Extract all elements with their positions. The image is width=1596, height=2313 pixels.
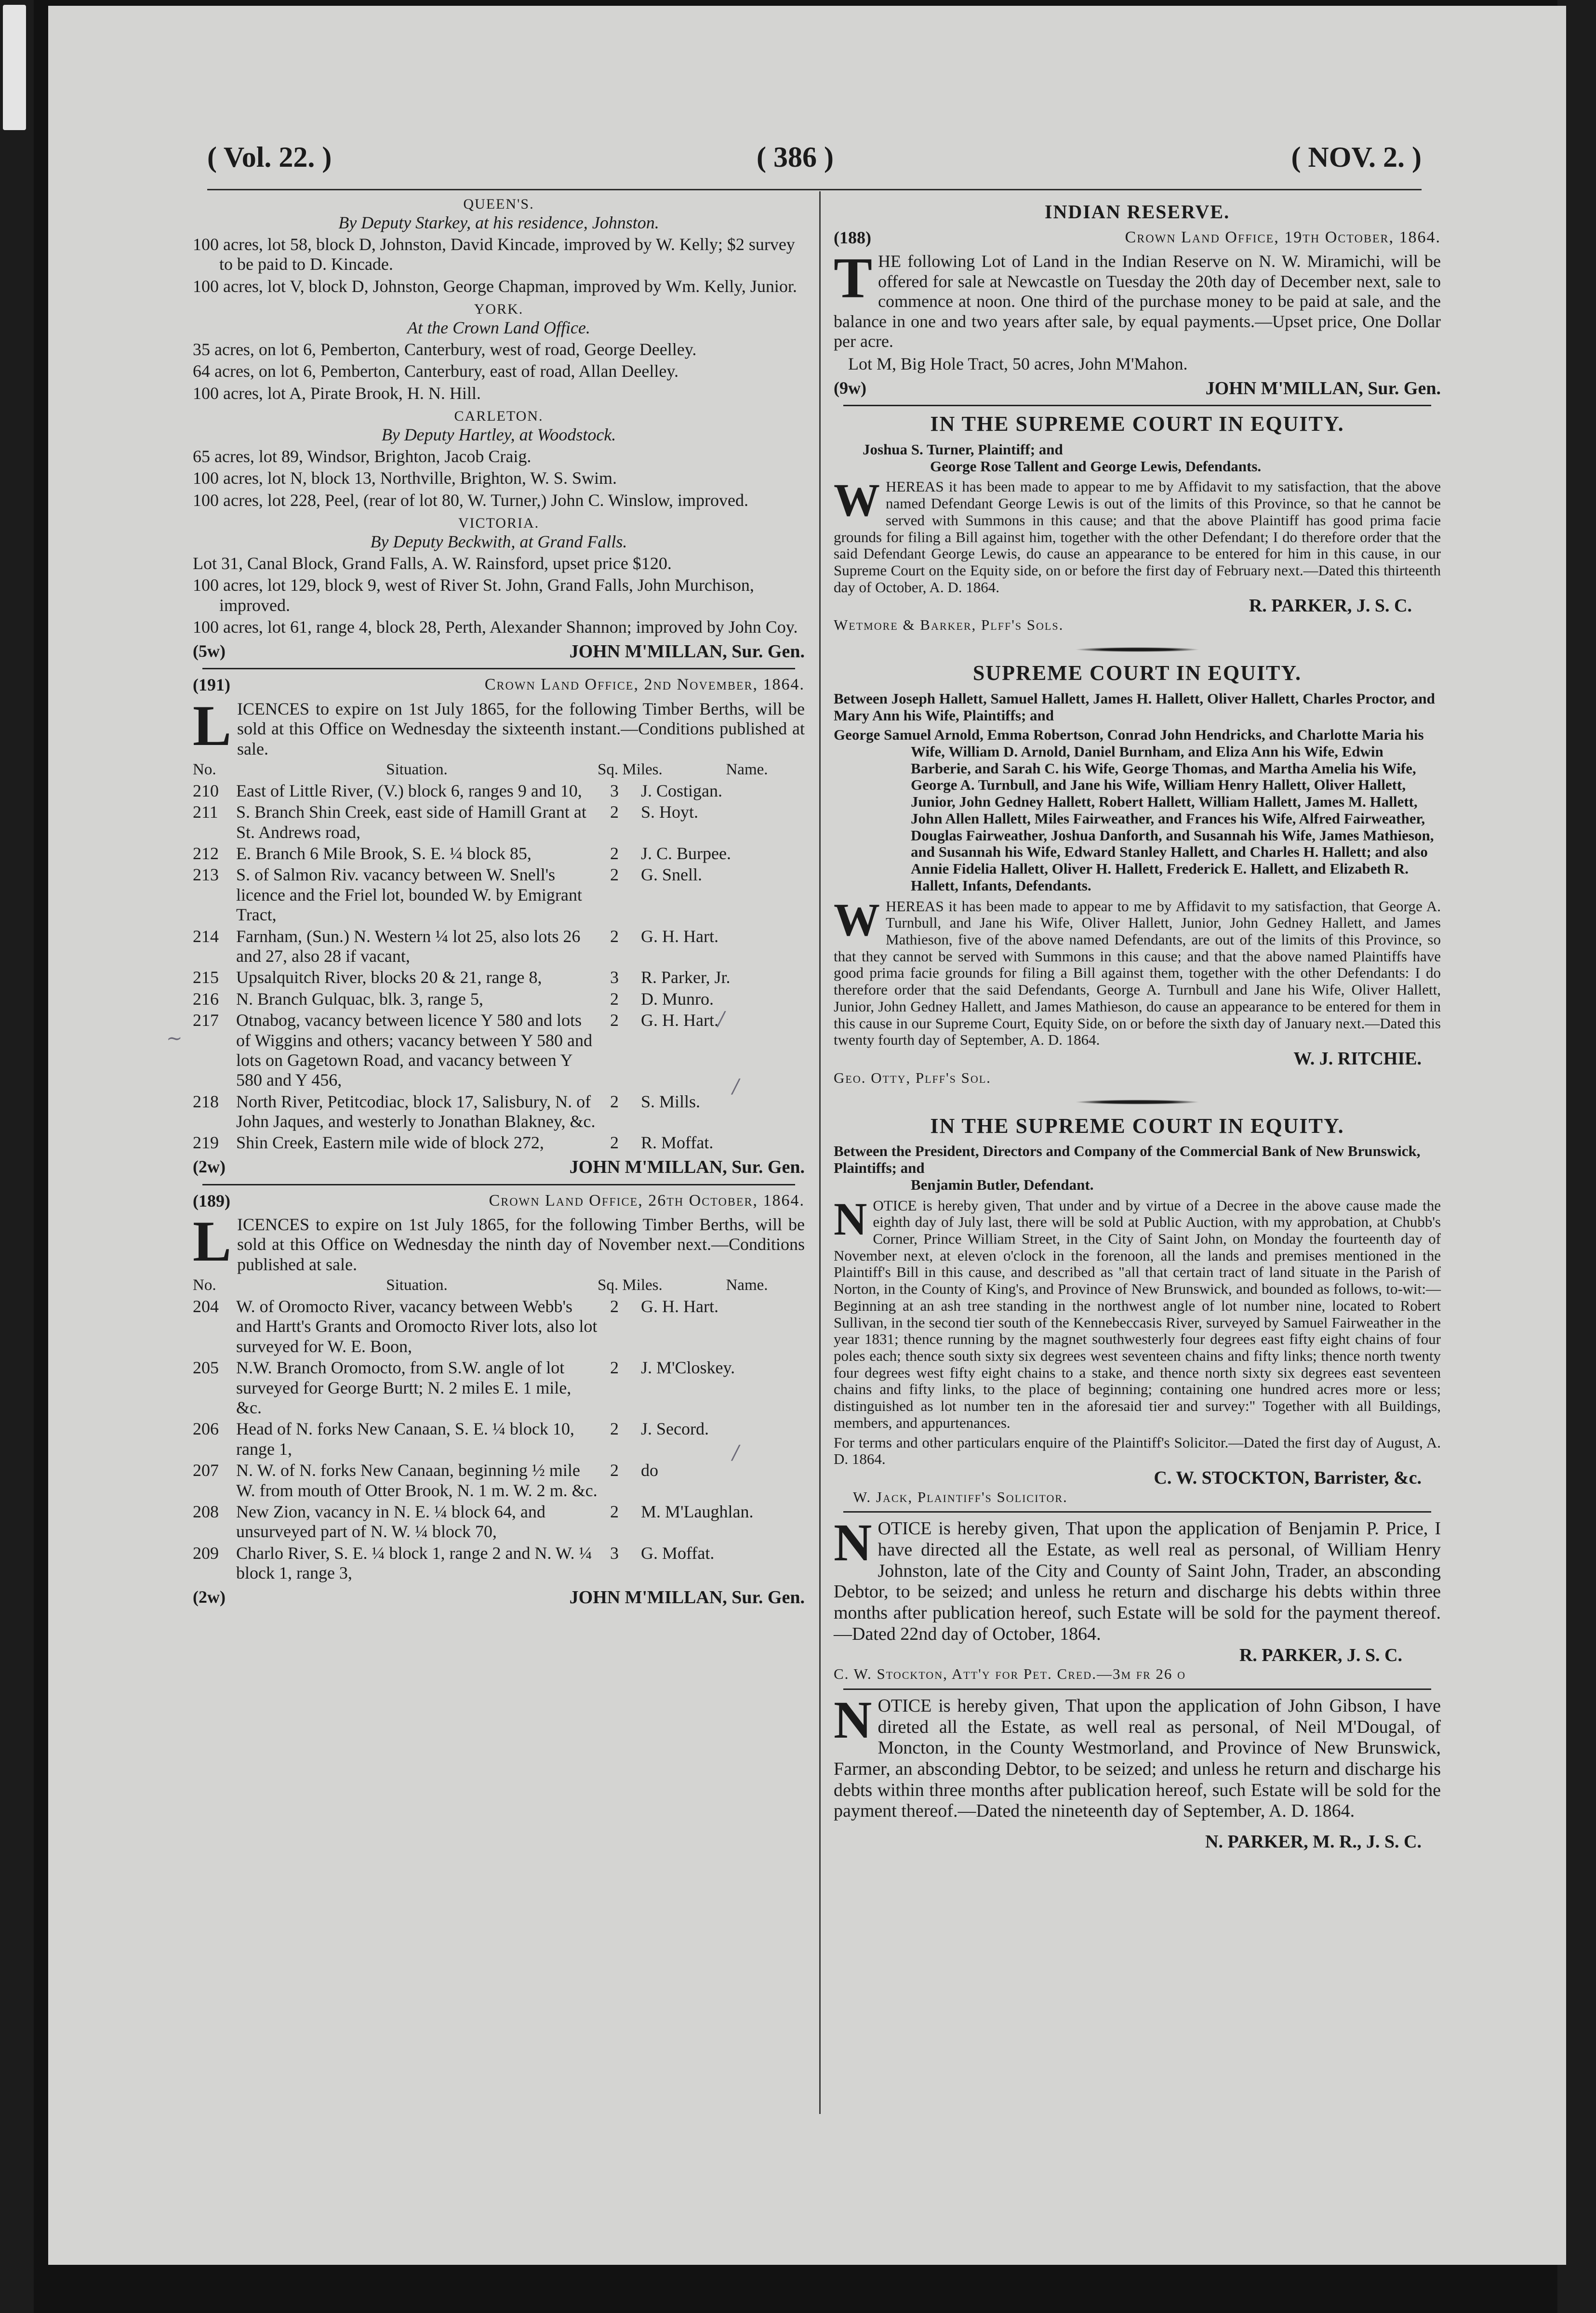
- volume-label: ( Vol. 22. ): [207, 141, 332, 173]
- notice-body: [193, 693, 805, 759]
- signature: JOHN M'MILLAN, Sur. Gen.: [569, 1156, 805, 1177]
- drop-cap: L: [193, 693, 232, 758]
- insertion-code: (2w): [193, 1156, 226, 1176]
- row-sq-miles: 2: [610, 1297, 619, 1316]
- table-row: [193, 1419, 805, 1459]
- deputy-line: By Deputy Beckwith, at Grand Falls.: [370, 532, 627, 551]
- row-situation: New Zion, vacancy in N. E. ¼ block 64, and unsurveyed part of N. W. ¼ block 70,: [236, 1502, 545, 1542]
- drop-cap: N: [834, 1690, 872, 1749]
- drop-cap: W: [834, 474, 880, 526]
- parties: Joshua S. Turner, Plaintiff; and: [863, 441, 1063, 458]
- signature-row: [834, 378, 1441, 399]
- table-row: [193, 781, 805, 801]
- county-heading: YORK.: [474, 301, 524, 318]
- row-number: 207: [193, 1461, 219, 1480]
- header-rule: [207, 189, 1422, 190]
- lot-line: Lot M, Big Hole Tract, 50 acres, John M'Mahon.: [848, 354, 1188, 374]
- terms: For terms and other particulars enquire of the Plaintiff's Solicitor.—Dated the first day of August, A. D. 1864.: [834, 1434, 1441, 1468]
- drop-cap: N: [834, 1513, 872, 1572]
- land-entry: 100 acres, lot V, block D, Johnston, George Chapman, improved by Wm. Kelly, Junior.: [193, 276, 797, 296]
- parties: George Rose Tallent and George Lewis, Defendants.: [930, 457, 1262, 475]
- right-column: [834, 196, 1441, 1853]
- col-no: No.: [193, 760, 216, 778]
- row-name: G. Moffat.: [641, 1543, 715, 1563]
- notice-text: HEREAS it has been made to appear to me by Affidavit to my satisfaction, that George A. Turnbull, and Jane his Wife, Oliver Hallett, Junior, John Gedney Hallett, and James Mathieson, five of the above named Defendants, are out of the limits of this Province, so that they cannot be served with Summons in this cause; and that the above named Plaintiffs have good prima facie grounds for filing a Bill against them, together with the other Defendants: I do therefore order that the said Defendants, George A. Turnbull and Jane his Wife, Oliver Hallett, Junior, John Gedney Hallett, and James Mathieson, do cause an appearance to be entered for them in this cause in our Supreme Court, Equity Side, on or before the sixth day of January next.—Dated this twenty fourth day of September, A. D. 1864.: [834, 897, 1441, 1049]
- notice-body: [834, 1690, 1441, 1822]
- notice-body: [834, 893, 1441, 1049]
- page-number: ( 386 ): [757, 141, 834, 173]
- notice-body: [193, 1209, 805, 1275]
- licence-table: [193, 781, 805, 1153]
- table-row: [193, 1543, 805, 1583]
- drop-cap: W: [834, 893, 880, 945]
- row-name: J. C. Burpee.: [641, 844, 731, 863]
- row-number: 208: [193, 1502, 219, 1521]
- insertion-code: (5w): [193, 641, 226, 661]
- land-entry: 100 acres, lot A, Pirate Brook, H. N. Hill.: [193, 383, 481, 403]
- col-situation: Situation.: [386, 1276, 448, 1294]
- row-situation: East of Little River, (V.) block 6, ranges 9 and 10,: [236, 781, 582, 800]
- left-column: [193, 196, 805, 1612]
- row-sq-miles: 2: [610, 865, 619, 885]
- solicitors: Geo. Otty, Plff's Sol.: [834, 1069, 991, 1086]
- row-number: 204: [193, 1297, 219, 1316]
- land-entry: 100 acres, lot 61, range 4, block 28, Perth, Alexander Shannon; improved by John Coy.: [193, 617, 798, 637]
- land-entry: 35 acres, on lot 6, Pemberton, Canterbury, west of road, George Deelley.: [193, 339, 697, 359]
- row-name: M. M'Laughlan.: [641, 1502, 754, 1521]
- notice-number: (189): [193, 1191, 230, 1210]
- column-divider: [819, 191, 821, 2114]
- row-name: J. M'Closkey.: [641, 1358, 735, 1378]
- row-number: 211: [193, 802, 218, 822]
- col-name: Name.: [726, 1276, 768, 1294]
- table-row: [193, 1502, 805, 1542]
- barrister-signature: C. W. STOCKTON, Barrister, &c.: [1154, 1468, 1422, 1489]
- row-name: G. H. Hart.: [641, 926, 718, 946]
- notice-body: [834, 1513, 1441, 1645]
- row-sq-miles: 2: [610, 1419, 619, 1439]
- notice-body: [834, 1193, 1441, 1432]
- row-situation: Otnabog, vacancy between licence Y 580 and lots of Wiggins and others; vacancy between Y 580 and lots on Gagetown Road, and vacancy between Y 580 and Y 456,: [236, 1010, 593, 1090]
- signature-row: [193, 1157, 805, 1178]
- row-name: S. Hoyt.: [641, 802, 699, 822]
- handwritten-mark: /: [732, 1442, 739, 1464]
- notice-body: [834, 246, 1441, 351]
- row-sq-miles: 2: [610, 1502, 619, 1521]
- attorney: C. W. Stockton, Att'y for Pet. Cred.—3m fr 26 o: [834, 1665, 1186, 1683]
- table-header: [193, 1276, 805, 1295]
- dateline: Crown Land Office, 19th October, 1864.: [1125, 228, 1441, 246]
- land-entry: 100 acres, lot 129, block 9, west of River St. John, Grand Falls, John Murchison, improved.: [193, 575, 754, 615]
- row-sq-miles: 2: [610, 1461, 619, 1480]
- row-situation: W. of Oromocto River, vacancy between Webb's and Hartt's Grants and Oromocto River lots, also lot surveyed for W. E. Boon,: [236, 1297, 598, 1356]
- table-row: [193, 802, 805, 842]
- county-heading: QUEEN'S.: [463, 196, 534, 212]
- notice-body: [834, 474, 1441, 596]
- row-situation: N. W. of N. forks New Canaan, beginning ½ mile W. from mouth of Otter Brook, N. 1 m. W. 2 m. &c.: [236, 1461, 598, 1500]
- table-row: [193, 927, 805, 967]
- row-situation: Upsalquitch River, blocks 20 & 21, range 8,: [236, 968, 542, 987]
- judge-signature: R. PARKER, J. S. C.: [1249, 596, 1412, 616]
- notice-number: (191): [193, 675, 230, 695]
- land-entry: 65 acres, lot 89, Windsor, Brighton, Jacob Craig.: [193, 447, 532, 466]
- row-sq-miles: 2: [610, 926, 619, 946]
- notice-title: INDIAN RESERVE.: [1044, 201, 1230, 223]
- row-number: 212: [193, 844, 219, 863]
- land-entry: 100 acres, lot 58, block D, Johnston, David Kincade, improved by W. Kelly; $2 survey to be paid to D. Kincade.: [193, 234, 795, 274]
- solicitors: Wetmore & Barker, Plff's Sols.: [834, 616, 1064, 634]
- section-rule: [843, 405, 1431, 406]
- row-number: 205: [193, 1358, 219, 1378]
- notice-text: OTICE is hereby given, That upon the application of John Gibson, I have direted all the Estate, as well real as personal, of Neil M'Dougal, of Moncton, in the County Westmorland, and Province of New Brunswick, Farmer, an absconding Debtor, to be seized; and unless he return and discharge his debts within three months after publication hereof, such Estate will be sold for the payment thereof.—Dated the nineteenth day of September, A. D. 1864.: [834, 1695, 1441, 1821]
- row-situation: Head of N. forks New Canaan, S. E. ¼ block 10, range 1,: [236, 1419, 574, 1459]
- drop-cap: N: [834, 1193, 867, 1245]
- signature: JOHN M'MILLAN, Sur. Gen.: [569, 641, 805, 662]
- row-number: 209: [193, 1543, 219, 1563]
- row-number: 214: [193, 926, 219, 946]
- land-entry: 64 acres, on lot 6, Pemberton, Canterbury, east of road, Allan Deelley.: [193, 361, 679, 381]
- land-entry: 100 acres, lot N, block 13, Northville, Brighton, W. S. Swim.: [193, 468, 617, 488]
- row-sq-miles: 2: [610, 1358, 619, 1378]
- notice-text: OTICE is hereby given, That under and by virtue of a Decree in the above cause made the eighth day of July last, there will be sold at Public Auction, with my approbation, at Chubb's Corner, Prince William Street, in the City of Saint John, on Monday the fourteenth day of November next, at eleven o'clock in the forenoon, all the lands and premises mentioned in the Plaintiff's Bill in this cause, and described as "all that certain tract of land situate in the Parish of Norton, in the County of King's, and Province of New Brunswick, and bounded as follows, to-wit:—Beginning at an ash tree standing in the northwest angle of lot number nine, located to Robert Sullivan, in the second tier south of the Kennebeccasis River, surveyed by Samuel Fairweather in the year 1831; thence running by the magnet southwesterly four degrees east fifty eight chains of four poles each; thence south sixty six degrees west seventeen chains and fifty links; thence north twenty four degrees west fifty eight chains to a stake, and thence north sixty six degrees east seventeen chains and fifty links, to the place of beginning; containing one hundred acres more or less; distinguished as lot number ten in the aforesaid tier and survey:" Together with all Buildings, members, and appurtenances.: [834, 1196, 1441, 1431]
- dateline: Crown Land Office, 26th October, 1864.: [489, 1191, 805, 1210]
- notice-title: IN THE SUPREME COURT IN EQUITY.: [930, 1114, 1344, 1138]
- ornamental-rule: [834, 1089, 1441, 1109]
- section-rule: [202, 668, 795, 669]
- row-number: 216: [193, 989, 219, 1009]
- notice-text: ICENCES to expire on 1st July 1865, for the following Timber Berths, will be sold at this Office on Wednesday the sixteenth instant.—Conditions published at sale.: [237, 699, 805, 758]
- row-number: 210: [193, 781, 219, 800]
- notice-text: HEREAS it has been made to appear to me by Affidavit to my satisfaction, that the above named Defendant George Lewis is out of the limits of this Province, so that he cannot be served with Summons in this cause; and that the above Plaintiff has good prima facie grounds for filing a Bill against him, together with the other Defendant; I do therefore order that the said Defendant George Lewis, do cause an appearance to be entered for him in this cause, in our Supreme Court on the Equity side, on or before the first day of February next.—Dated this thirteenth day of October, A. D. 1864.: [834, 478, 1441, 596]
- row-number: 219: [193, 1133, 219, 1153]
- row-name: G. H. Hart.: [641, 1010, 718, 1030]
- table-row: [193, 1092, 805, 1132]
- col-situation: Situation.: [386, 760, 448, 778]
- row-number: 206: [193, 1419, 219, 1439]
- defendant: Benjamin Butler, Defendant.: [911, 1176, 1094, 1193]
- row-name: D. Munro.: [641, 989, 714, 1009]
- left-scan-border: [0, 0, 34, 2313]
- row-situation: N.W. Branch Oromocto, from S.W. angle of lot surveyed for George Burtt; N. 2 miles E. 1 mile, &c.: [236, 1358, 572, 1417]
- row-situation: Shin Creek, Eastern mile wide of block 272,: [236, 1133, 544, 1153]
- signature-row: [193, 1587, 805, 1608]
- dateline: Crown Land Office, 2nd November, 1864.: [484, 676, 805, 694]
- signature: JOHN M'MILLAN, Sur. Gen.: [569, 1587, 805, 1608]
- signature-row: [193, 641, 805, 663]
- drop-cap: L: [193, 1209, 232, 1273]
- insertion-code: (9w): [834, 378, 866, 398]
- col-no: No.: [193, 1276, 216, 1294]
- notice-dateline: [834, 228, 1441, 248]
- handwritten-mark: /: [732, 1076, 739, 1098]
- plaintiffs: Between Joseph Hallett, Samuel Hallett, James H. Hallett, Oliver Hallett, Charles Proctor, and Mary Ann his Wife, Plaintiffs; and: [834, 690, 1435, 724]
- table-row: [193, 1358, 805, 1418]
- row-situation: Charlo River, S. E. ¼ block 1, range 2 and N. W. ¼ block 1, range 3,: [236, 1543, 592, 1583]
- row-number: 215: [193, 968, 219, 987]
- county-heading: CARLETON.: [454, 408, 544, 425]
- row-situation: S. Branch Shin Creek, east side of Hamill Grant at St. Andrews road,: [236, 802, 586, 842]
- deputy-line: By Deputy Hartley, at Woodstock.: [381, 425, 616, 444]
- page-header: [207, 141, 1422, 184]
- gazette-page: [48, 6, 1566, 2265]
- row-sq-miles: 2: [610, 1133, 619, 1153]
- row-name: R. Parker, Jr.: [641, 968, 731, 987]
- row-name: R. Moffat.: [641, 1133, 714, 1153]
- notice-number: (188): [834, 228, 871, 247]
- deputy-line: By Deputy Starkey, at his residence, Johnston.: [338, 213, 659, 232]
- row-situation: Farnham, (Sun.) N. Western ¼ lot 25, also lots 26 and 27, also 28 if vacant,: [236, 926, 581, 966]
- notice-text: ICENCES to expire on 1st July 1865, for the following Timber Berths, will be sold at this Office on Wednesday the ninth day of November next.—Conditions published at sale.: [237, 1214, 805, 1274]
- row-situation: E. Branch 6 Mile Brook, S. E. ¼ block 85,: [236, 844, 532, 863]
- notice-title: SUPREME COURT IN EQUITY.: [972, 661, 1302, 685]
- land-entry: 100 acres, lot 228, Peel, (rear of lot 80, W. Turner,) John C. Winslow, improved.: [193, 490, 748, 510]
- notice-text: HE following Lot of Land in the Indian Reserve on N. W. Miramichi, will be offered for sale at Newcastle on Tuesday the 20th day of December next, sale to commence at noon. One third of the purchase money to be paid at sale, and the balance in one and two years after sale, by equal payments.—Upset price, One Dollar per acre.: [834, 252, 1441, 351]
- notice-dateline: [193, 675, 805, 695]
- col-sq: Sq. Miles.: [598, 760, 663, 778]
- col-sq: Sq. Miles.: [598, 1276, 663, 1294]
- row-situation: North River, Petitcodiac, block 17, Salisbury, N. of John Jaques, and westerly to Jonathan Blakney, &c.: [236, 1091, 596, 1131]
- plaintiffs: Between the President, Directors and Company of the Commercial Bank of New Brunswick, Plaintiffs; and: [834, 1143, 1421, 1177]
- row-sq-miles: 2: [610, 844, 619, 863]
- row-name: G. Snell.: [641, 865, 703, 885]
- defendants: George Samuel Arnold, Emma Robertson, Conrad John Hendricks, and Charlotte Maria his Wife, William D. Arnold, Daniel Burnham, and Eliza Ann his Wife, Edwin Barberie, and Sarah C. his Wife, George Thomas, and Martha Amelia his Wife, George A. Turnbull, and Jane his Wife, William Henry Hallett, Oliver Hallett, Junior, John Gedney Hallett, Robert Hallett, William Hallett, James M. Hallett, John Allen Hallett, Miles Fairweather, and Frances his Wife, Alfred Fairweather, Douglas Fairweather, Joshua Danforth, and Susannah his Wife, James Mathieson, and Susannah his Wife, Edward Stanley Hallett, and Charles H. Hallett; and also Annie Fidelia Hallett, Oliver H. Hallett, Frederick E. Hallett, and Elizabeth R. Hallett, Infants, Defendants.: [834, 726, 1434, 894]
- table-row: [193, 865, 805, 925]
- ornamental-rule: [834, 637, 1441, 656]
- row-name: J. Secord.: [641, 1419, 709, 1439]
- judge-signature: W. J. RITCHIE.: [1293, 1048, 1422, 1069]
- col-name: Name.: [726, 760, 768, 778]
- drop-cap: T: [834, 246, 873, 310]
- section-rule: [202, 1184, 795, 1185]
- row-sq-miles: 2: [610, 1091, 619, 1111]
- licence-table: [193, 1297, 805, 1583]
- row-sq-miles: 3: [610, 781, 619, 800]
- table-row: [193, 1010, 805, 1090]
- signature: JOHN M'MILLAN, Sur. Gen.: [1205, 378, 1441, 399]
- table-header: [193, 761, 805, 779]
- table-row: [193, 844, 805, 864]
- land-entry: Lot 31, Canal Block, Grand Falls, A. W. Rainsford, upset price $120.: [193, 554, 672, 573]
- row-situation: N. Branch Gulquac, blk. 3, range 5,: [236, 989, 483, 1009]
- judge-signature: N. PARKER, M. R., J. S. C.: [1205, 1832, 1422, 1852]
- notice-title: IN THE SUPREME COURT IN EQUITY.: [930, 412, 1344, 436]
- row-number: 217: [193, 1010, 219, 1030]
- scan-marker: [3, 5, 26, 130]
- row-sq-miles: 2: [610, 989, 619, 1009]
- table-row: [193, 968, 805, 987]
- section-rule: [843, 1511, 1431, 1513]
- row-situation: S. of Salmon Riv. vacancy between W. Snell's licence and the Friel lot, bounded W. by Emigrant Tract,: [236, 865, 582, 925]
- row-sq-miles: 2: [610, 802, 619, 822]
- row-sq-miles: 2: [610, 1010, 619, 1030]
- county-heading: VICTORIA.: [458, 515, 540, 532]
- handwritten-mark: /: [718, 1008, 725, 1030]
- table-row: [193, 1461, 805, 1501]
- table-row: [193, 1297, 805, 1356]
- row-sq-miles: 3: [610, 1543, 619, 1563]
- deputy-line: At the Crown Land Office.: [407, 318, 590, 337]
- row-number: 218: [193, 1091, 219, 1111]
- table-row: [193, 1133, 805, 1153]
- solicitors: W. Jack, Plaintiff's Solicitor.: [853, 1488, 1068, 1505]
- insertion-code: (2w): [193, 1587, 226, 1607]
- judge-signature: R. PARKER, J. S. C.: [1239, 1645, 1402, 1665]
- row-name: do: [641, 1461, 658, 1480]
- notice-text: OTICE is hereby given, That upon the application of Benjamin P. Price, I have directed all the Estate, as well real as personal, of William Henry Johnston, late of the City and County of Saint John, Trader, an absconding Debtor, to be seized; and unless he return and discharge his debts within three months after publication hereof, such Estate will be sold for the payment thereof.—Dated 22nd day of October, 1864.: [834, 1518, 1441, 1644]
- row-name: S. Mills.: [641, 1091, 701, 1111]
- row-number: 213: [193, 865, 219, 885]
- row-name: J. Costigan.: [641, 781, 723, 800]
- section-rule: [843, 1688, 1431, 1690]
- row-sq-miles: 3: [610, 968, 619, 987]
- notice-dateline: [193, 1191, 805, 1211]
- handwritten-mark: ~: [166, 1027, 183, 1050]
- issue-date: ( NOV. 2. ): [1291, 141, 1422, 173]
- table-row: [193, 989, 805, 1009]
- row-name: G. H. Hart.: [641, 1297, 718, 1316]
